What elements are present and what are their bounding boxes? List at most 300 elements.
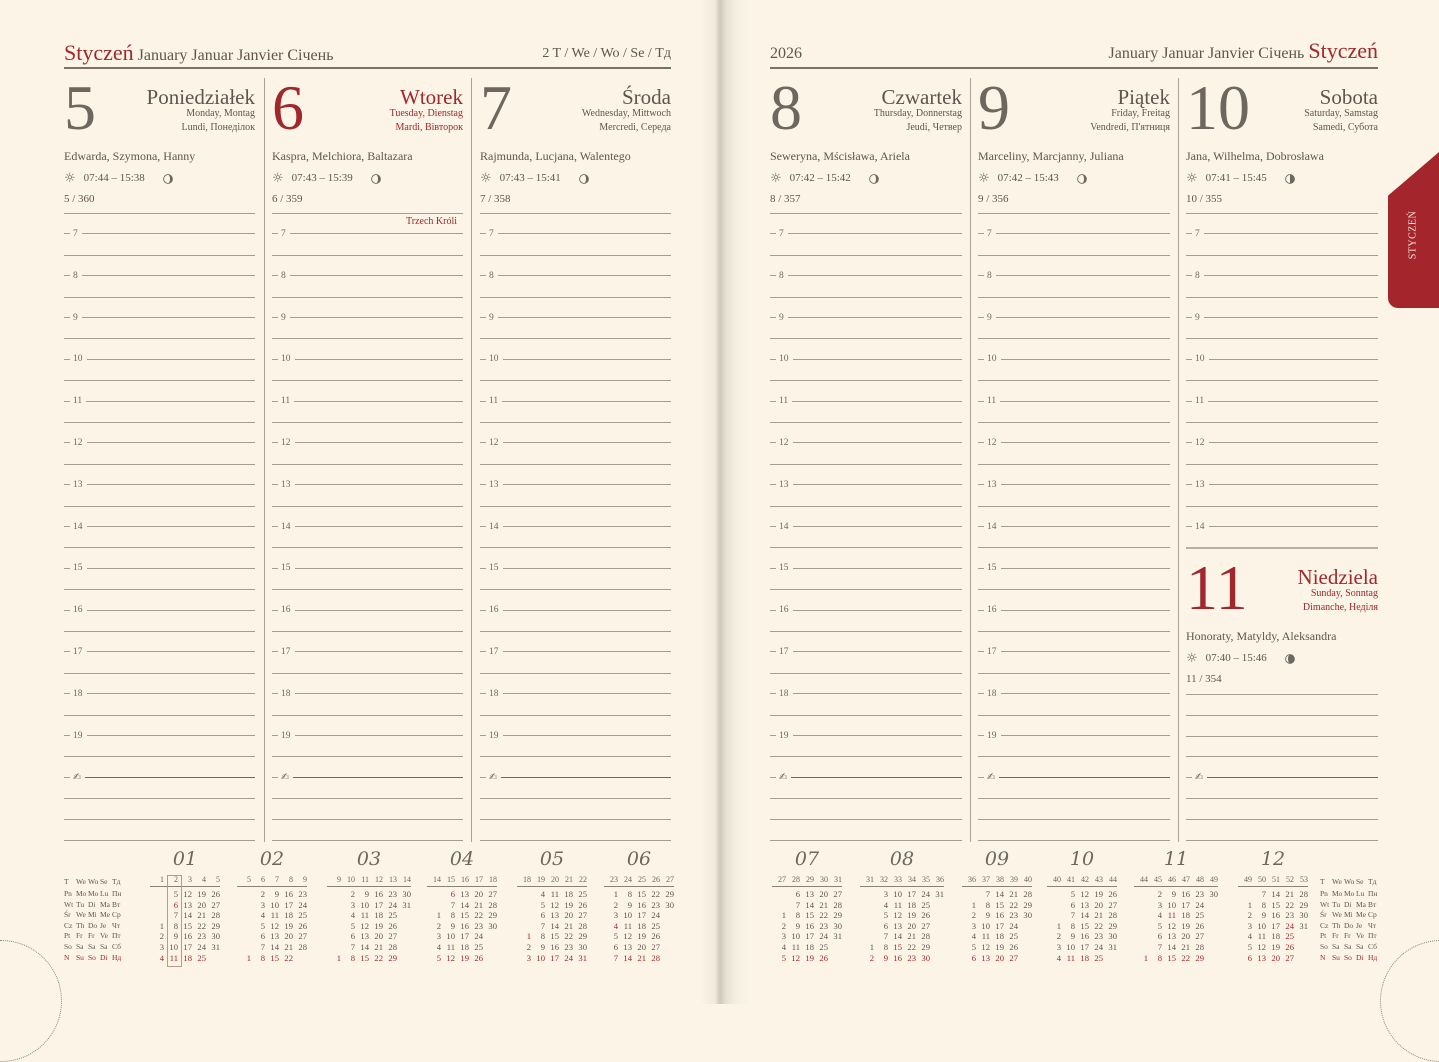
- calendar-day[interactable]: 12: [791, 952, 800, 963]
- calendar-day[interactable]: 16: [374, 889, 383, 899]
- calendar-day[interactable]: 7: [1070, 910, 1075, 921]
- calendar-day[interactable]: 15: [460, 910, 469, 921]
- calendar-day[interactable]: 23: [1094, 931, 1103, 942]
- calendar-day[interactable]: 13: [270, 931, 279, 942]
- calendar-day[interactable]: 16: [550, 941, 559, 952]
- calendar-day[interactable]: 16: [460, 920, 469, 931]
- day-column[interactable]: [1186, 72, 1378, 848]
- calendar-day[interactable]: 11: [623, 920, 632, 931]
- calendar-day[interactable]: 11: [446, 941, 455, 952]
- calendar-day[interactable]: 22: [1094, 920, 1103, 931]
- day-column[interactable]: [272, 72, 463, 848]
- calendar-day[interactable]: 1: [971, 899, 976, 910]
- calendar-day[interactable]: 4: [781, 941, 786, 952]
- calendar-day[interactable]: 7: [540, 920, 545, 931]
- calendar-day[interactable]: 10: [893, 889, 902, 899]
- calendar-day[interactable]: 27: [1009, 952, 1018, 963]
- calendar-day[interactable]: 24: [1009, 920, 1018, 931]
- calendar-day[interactable]: 8: [1070, 920, 1075, 931]
- calendar-day[interactable]: 26: [819, 952, 828, 963]
- calendar-day[interactable]: 23: [1195, 889, 1204, 899]
- calendar-day[interactable]: 2: [526, 941, 531, 952]
- calendar-day[interactable]: 4: [1157, 910, 1162, 921]
- calendar-day[interactable]: 11: [893, 899, 902, 910]
- calendar-day[interactable]: 29: [388, 952, 397, 963]
- calendar-day[interactable]: 20: [197, 899, 206, 910]
- calendar-day[interactable]: 25: [1285, 931, 1294, 942]
- calendar-day[interactable]: 1: [1143, 952, 1148, 963]
- calendar-day[interactable]: 6: [1070, 899, 1075, 910]
- calendar-day[interactable]: 31: [211, 941, 220, 952]
- calendar-day[interactable]: 7: [985, 889, 990, 899]
- calendar-day[interactable]: 4: [883, 899, 888, 910]
- calendar-day[interactable]: 1: [159, 920, 164, 931]
- calendar-day[interactable]: 12: [623, 931, 632, 942]
- calendar-day[interactable]: 29: [1299, 899, 1308, 910]
- calendar-day[interactable]: 27: [578, 910, 587, 921]
- calendar-day[interactable]: 30: [488, 920, 497, 931]
- calendar-day[interactable]: 24: [474, 931, 483, 942]
- calendar-day[interactable]: 1: [336, 952, 341, 963]
- calendar-day[interactable]: 23: [651, 899, 660, 910]
- calendar-day[interactable]: 31: [1299, 920, 1308, 931]
- calendar-day[interactable]: 8: [883, 941, 888, 952]
- calendar-day[interactable]: 27: [211, 899, 220, 910]
- calendar-day[interactable]: 26: [578, 899, 587, 910]
- calendar-day[interactable]: 5: [540, 899, 545, 910]
- calendar-day[interactable]: 4: [540, 889, 545, 899]
- calendar-day[interactable]: 3: [260, 899, 265, 910]
- day-column[interactable]: [978, 72, 1170, 848]
- calendar-day[interactable]: 28: [651, 952, 660, 963]
- calendar-day[interactable]: 14: [623, 952, 632, 963]
- calendar-day[interactable]: 13: [460, 889, 469, 899]
- calendar-day[interactable]: 2: [1157, 889, 1162, 899]
- calendar-day[interactable]: 13: [1080, 899, 1089, 910]
- calendar-day[interactable]: 11: [169, 952, 178, 963]
- calendar-day[interactable]: 20: [1181, 931, 1190, 942]
- calendar-day[interactable]: 18: [183, 952, 192, 963]
- calendar-day[interactable]: 11: [791, 941, 800, 952]
- calendar-day[interactable]: 21: [474, 899, 483, 910]
- calendar-day[interactable]: 7: [260, 941, 265, 952]
- calendar-day[interactable]: 13: [805, 889, 814, 899]
- calendar-day[interactable]: 9: [795, 920, 800, 931]
- calendar-day[interactable]: 26: [1195, 920, 1204, 931]
- calendar-day[interactable]: 3: [1247, 920, 1252, 931]
- calendar-day[interactable]: 3: [971, 920, 976, 931]
- calendar-day[interactable]: 22: [1181, 952, 1190, 963]
- calendar-day[interactable]: 7: [1157, 941, 1162, 952]
- calendar-day[interactable]: 26: [1108, 889, 1117, 899]
- calendar-day[interactable]: 12: [270, 920, 279, 931]
- calendar-day[interactable]: 9: [627, 899, 632, 910]
- calendar-day[interactable]: 24: [564, 952, 573, 963]
- calendar-day[interactable]: 26: [388, 920, 397, 931]
- calendar-day[interactable]: 31: [935, 889, 944, 899]
- calendar-day[interactable]: 11: [981, 931, 990, 942]
- calendar-day[interactable]: 26: [651, 931, 660, 942]
- calendar-day[interactable]: 4: [350, 910, 355, 921]
- calendar-day[interactable]: 2: [159, 931, 164, 942]
- calendar-day[interactable]: 29: [211, 920, 220, 931]
- calendar-day[interactable]: 27: [488, 889, 497, 899]
- mini-calendar-month[interactable]: [962, 850, 1032, 963]
- calendar-day[interactable]: 4: [1056, 952, 1061, 963]
- calendar-day[interactable]: 18: [907, 899, 916, 910]
- calendar-day[interactable]: 9: [1171, 889, 1176, 899]
- calendar-day[interactable]: 14: [1080, 910, 1089, 921]
- calendar-day[interactable]: 15: [360, 952, 369, 963]
- calendar-day[interactable]: 17: [284, 899, 293, 910]
- calendar-day[interactable]: 19: [1181, 920, 1190, 931]
- calendar-day[interactable]: 17: [805, 931, 814, 942]
- calendar-day[interactable]: 10: [1257, 920, 1266, 931]
- calendar-day[interactable]: 20: [1094, 899, 1103, 910]
- calendar-day[interactable]: 11: [1257, 931, 1266, 942]
- calendar-day[interactable]: 6: [795, 889, 800, 899]
- calendar-day[interactable]: 5: [1070, 889, 1075, 899]
- calendar-day[interactable]: 18: [374, 910, 383, 921]
- calendar-day[interactable]: 2: [869, 952, 874, 963]
- calendar-day[interactable]: 15: [270, 952, 279, 963]
- calendar-day[interactable]: 30: [1108, 931, 1117, 942]
- calendar-day[interactable]: 28: [388, 941, 397, 952]
- calendar-day[interactable]: 31: [578, 952, 587, 963]
- calendar-day[interactable]: 23: [1285, 910, 1294, 921]
- calendar-day[interactable]: 30: [578, 941, 587, 952]
- calendar-day[interactable]: 26: [1009, 941, 1018, 952]
- calendar-day[interactable]: 24: [1094, 941, 1103, 952]
- calendar-day[interactable]: 17: [1271, 920, 1280, 931]
- day-column[interactable]: [770, 72, 962, 848]
- calendar-day[interactable]: 2: [1056, 931, 1061, 942]
- calendar-day[interactable]: 25: [298, 910, 307, 921]
- calendar-day[interactable]: 5: [260, 920, 265, 931]
- calendar-day[interactable]: 14: [893, 931, 902, 942]
- calendar-day[interactable]: 30: [921, 952, 930, 963]
- calendar-day[interactable]: 9: [1261, 910, 1266, 921]
- calendar-day[interactable]: 1: [613, 889, 618, 899]
- calendar-day[interactable]: 15: [1080, 920, 1089, 931]
- calendar-day[interactable]: 3: [883, 889, 888, 899]
- calendar-day[interactable]: 6: [1157, 931, 1162, 942]
- calendar-day[interactable]: 6: [1247, 952, 1252, 963]
- calendar-day[interactable]: 7: [795, 899, 800, 910]
- calendar-day[interactable]: 1: [1056, 920, 1061, 931]
- calendar-day[interactable]: 21: [1009, 889, 1018, 899]
- calendar-day[interactable]: 6: [540, 910, 545, 921]
- calendar-day[interactable]: 13: [1257, 952, 1266, 963]
- calendar-day[interactable]: 5: [613, 931, 618, 942]
- calendar-day[interactable]: 1: [526, 931, 531, 942]
- calendar-day[interactable]: 17: [374, 899, 383, 910]
- calendar-day[interactable]: 24: [1285, 920, 1294, 931]
- mini-calendar-month[interactable]: [604, 850, 674, 963]
- calendar-day[interactable]: 10: [446, 931, 455, 942]
- calendar-day[interactable]: 26: [298, 920, 307, 931]
- calendar-day[interactable]: 3: [613, 910, 618, 921]
- calendar-day[interactable]: 8: [350, 952, 355, 963]
- calendar-day[interactable]: 12: [183, 889, 192, 899]
- calendar-day[interactable]: 30: [402, 889, 411, 899]
- calendar-day[interactable]: 12: [360, 920, 369, 931]
- calendar-day[interactable]: 19: [637, 931, 646, 942]
- calendar-day[interactable]: 27: [833, 889, 842, 899]
- calendar-day[interactable]: 17: [183, 941, 192, 952]
- calendar-day[interactable]: 23: [819, 920, 828, 931]
- calendar-day[interactable]: 17: [460, 931, 469, 942]
- calendar-day[interactable]: 13: [1167, 931, 1176, 942]
- calendar-day[interactable]: 22: [284, 952, 293, 963]
- calendar-day[interactable]: 21: [197, 910, 206, 921]
- calendar-day[interactable]: 1: [1247, 899, 1252, 910]
- calendar-day[interactable]: 11: [550, 889, 559, 899]
- calendar-day[interactable]: 22: [1285, 899, 1294, 910]
- calendar-day[interactable]: 18: [284, 910, 293, 921]
- calendar-day[interactable]: 7: [173, 910, 178, 921]
- calendar-day[interactable]: 28: [578, 920, 587, 931]
- calendar-day[interactable]: 2: [1247, 910, 1252, 921]
- calendar-day[interactable]: 20: [995, 952, 1004, 963]
- calendar-day[interactable]: 12: [446, 952, 455, 963]
- calendar-day[interactable]: 13: [981, 952, 990, 963]
- calendar-day[interactable]: 13: [893, 920, 902, 931]
- calendar-day[interactable]: 20: [374, 931, 383, 942]
- calendar-day[interactable]: 20: [564, 910, 573, 921]
- calendar-day[interactable]: 12: [550, 899, 559, 910]
- calendar-day[interactable]: 6: [613, 941, 618, 952]
- calendar-day[interactable]: 15: [995, 899, 1004, 910]
- calendar-day[interactable]: 26: [211, 889, 220, 899]
- calendar-day[interactable]: 5: [350, 920, 355, 931]
- calendar-day[interactable]: 8: [450, 910, 455, 921]
- calendar-day[interactable]: 19: [995, 941, 1004, 952]
- calendar-day[interactable]: 12: [981, 941, 990, 952]
- calendar-day[interactable]: 22: [564, 931, 573, 942]
- calendar-day[interactable]: 28: [1023, 889, 1032, 899]
- calendar-day[interactable]: 20: [284, 931, 293, 942]
- calendar-day[interactable]: 4: [159, 952, 164, 963]
- calendar-day[interactable]: 10: [791, 931, 800, 942]
- calendar-day[interactable]: 24: [651, 910, 660, 921]
- calendar-day[interactable]: 14: [270, 941, 279, 952]
- calendar-day[interactable]: 22: [907, 941, 916, 952]
- calendar-day[interactable]: 8: [173, 920, 178, 931]
- calendar-day[interactable]: 19: [374, 920, 383, 931]
- calendar-day[interactable]: 28: [1108, 910, 1117, 921]
- calendar-day[interactable]: 5: [1157, 920, 1162, 931]
- calendar-day[interactable]: 21: [1094, 910, 1103, 921]
- calendar-day[interactable]: 23: [1009, 910, 1018, 921]
- calendar-day[interactable]: 11: [270, 910, 279, 921]
- calendar-day[interactable]: 25: [819, 941, 828, 952]
- calendar-day[interactable]: 25: [651, 920, 660, 931]
- mini-calendar-month[interactable]: [860, 850, 944, 963]
- calendar-day[interactable]: 2: [971, 910, 976, 921]
- calendar-day[interactable]: 15: [1167, 952, 1176, 963]
- calendar-day[interactable]: 9: [274, 889, 279, 899]
- calendar-day[interactable]: 7: [1261, 889, 1266, 899]
- calendar-day[interactable]: 13: [550, 910, 559, 921]
- calendar-day[interactable]: 14: [1271, 889, 1280, 899]
- calendar-day[interactable]: 29: [1023, 899, 1032, 910]
- calendar-day[interactable]: 21: [564, 920, 573, 931]
- calendar-day[interactable]: 21: [637, 952, 646, 963]
- calendar-day[interactable]: 8: [627, 889, 632, 899]
- calendar-day[interactable]: 26: [1285, 941, 1294, 952]
- calendar-day[interactable]: 10: [1066, 941, 1075, 952]
- calendar-day[interactable]: 31: [833, 931, 842, 942]
- calendar-day[interactable]: 6: [450, 889, 455, 899]
- calendar-day[interactable]: 23: [388, 889, 397, 899]
- calendar-day[interactable]: 18: [1181, 910, 1190, 921]
- calendar-day[interactable]: 24: [298, 899, 307, 910]
- calendar-day[interactable]: 10: [981, 920, 990, 931]
- calendar-day[interactable]: 23: [298, 889, 307, 899]
- calendar-day[interactable]: 21: [1285, 889, 1294, 899]
- calendar-day[interactable]: 10: [536, 952, 545, 963]
- calendar-day[interactable]: 27: [298, 931, 307, 942]
- calendar-day[interactable]: 8: [985, 899, 990, 910]
- mini-calendar-month[interactable]: [327, 850, 411, 963]
- mini-calendar-month[interactable]: [1047, 850, 1117, 963]
- calendar-day[interactable]: 5: [971, 941, 976, 952]
- calendar-day[interactable]: 10: [1167, 899, 1176, 910]
- calendar-day[interactable]: 26: [474, 952, 483, 963]
- calendar-day[interactable]: 28: [211, 910, 220, 921]
- calendar-day[interactable]: 1: [246, 952, 251, 963]
- calendar-day[interactable]: 3: [436, 931, 441, 942]
- day-column[interactable]: [64, 72, 255, 848]
- mini-calendar-month[interactable]: [150, 850, 220, 963]
- calendar-day[interactable]: 17: [1080, 941, 1089, 952]
- calendar-day[interactable]: 3: [1056, 941, 1061, 952]
- calendar-day[interactable]: 1: [781, 910, 786, 921]
- calendar-day[interactable]: 3: [781, 931, 786, 942]
- calendar-day[interactable]: 6: [350, 931, 355, 942]
- calendar-day[interactable]: 14: [550, 920, 559, 931]
- mini-calendar-month[interactable]: [772, 850, 842, 963]
- calendar-day[interactable]: 1: [869, 941, 874, 952]
- calendar-day[interactable]: 21: [1181, 941, 1190, 952]
- calendar-day[interactable]: 21: [907, 931, 916, 942]
- calendar-day[interactable]: 16: [183, 931, 192, 942]
- calendar-day[interactable]: 6: [883, 920, 888, 931]
- calendar-day[interactable]: 31: [402, 899, 411, 910]
- calendar-day[interactable]: 8: [540, 931, 545, 942]
- calendar-day[interactable]: 29: [665, 889, 674, 899]
- calendar-day[interactable]: 27: [388, 931, 397, 942]
- calendar-day[interactable]: 28: [833, 899, 842, 910]
- calendar-day[interactable]: 11: [360, 910, 369, 921]
- calendar-day[interactable]: 27: [921, 920, 930, 931]
- calendar-day[interactable]: 15: [637, 889, 646, 899]
- calendar-day[interactable]: 7: [350, 941, 355, 952]
- calendar-day[interactable]: 2: [613, 899, 618, 910]
- calendar-day[interactable]: 30: [1209, 889, 1218, 899]
- calendar-day[interactable]: 21: [374, 941, 383, 952]
- calendar-day[interactable]: 22: [819, 910, 828, 921]
- calendar-day[interactable]: 3: [350, 899, 355, 910]
- mini-calendar-month[interactable]: [517, 850, 587, 963]
- calendar-day[interactable]: 10: [623, 910, 632, 921]
- calendar-day[interactable]: 17: [1181, 899, 1190, 910]
- calendar-day[interactable]: 16: [893, 952, 902, 963]
- calendar-day[interactable]: 22: [197, 920, 206, 931]
- calendar-day[interactable]: 9: [173, 931, 178, 942]
- calendar-day[interactable]: 29: [833, 910, 842, 921]
- calendar-day[interactable]: 2: [350, 889, 355, 899]
- calendar-day[interactable]: 25: [1094, 952, 1103, 963]
- calendar-day[interactable]: 9: [364, 889, 369, 899]
- calendar-day[interactable]: 22: [474, 910, 483, 921]
- calendar-day[interactable]: 9: [1070, 931, 1075, 942]
- calendar-day[interactable]: 13: [183, 899, 192, 910]
- calendar-day[interactable]: 23: [474, 920, 483, 931]
- calendar-day[interactable]: 25: [921, 899, 930, 910]
- calendar-day[interactable]: 28: [1195, 941, 1204, 952]
- calendar-day[interactable]: 22: [1009, 899, 1018, 910]
- day-column[interactable]: [480, 72, 671, 848]
- calendar-day[interactable]: 19: [564, 899, 573, 910]
- calendar-day[interactable]: 30: [665, 899, 674, 910]
- calendar-day[interactable]: 13: [623, 941, 632, 952]
- mini-calendar-month[interactable]: [427, 850, 497, 963]
- calendar-day[interactable]: 29: [921, 941, 930, 952]
- calendar-day[interactable]: 29: [1108, 920, 1117, 931]
- calendar-day[interactable]: 25: [474, 941, 483, 952]
- calendar-day[interactable]: 9: [883, 952, 888, 963]
- mini-calendar-month[interactable]: [1238, 850, 1308, 963]
- calendar-day[interactable]: 4: [1247, 931, 1252, 942]
- calendar-day[interactable]: 2: [781, 920, 786, 931]
- calendar-day[interactable]: 4: [613, 920, 618, 931]
- calendar-day[interactable]: 29: [1195, 952, 1204, 963]
- calendar-day[interactable]: 16: [995, 910, 1004, 921]
- calendar-day[interactable]: 7: [613, 952, 618, 963]
- calendar-day[interactable]: 12: [1167, 920, 1176, 931]
- mini-calendar-month[interactable]: [237, 850, 307, 963]
- calendar-day[interactable]: 17: [550, 952, 559, 963]
- calendar-day[interactable]: 16: [284, 889, 293, 899]
- calendar-day[interactable]: 5: [173, 889, 178, 899]
- calendar-day[interactable]: 20: [474, 889, 483, 899]
- calendar-day[interactable]: 1: [436, 910, 441, 921]
- calendar-day[interactable]: 18: [995, 931, 1004, 942]
- calendar-day[interactable]: 8: [795, 910, 800, 921]
- calendar-day[interactable]: 23: [907, 952, 916, 963]
- calendar-day[interactable]: 20: [819, 889, 828, 899]
- calendar-day[interactable]: 11: [1167, 910, 1176, 921]
- calendar-day[interactable]: 5: [1247, 941, 1252, 952]
- calendar-day[interactable]: 14: [1167, 941, 1176, 952]
- calendar-day[interactable]: 29: [488, 910, 497, 921]
- calendar-day[interactable]: 30: [211, 931, 220, 942]
- calendar-day[interactable]: 19: [284, 920, 293, 931]
- calendar-day[interactable]: 15: [550, 931, 559, 942]
- calendar-day[interactable]: 18: [1080, 952, 1089, 963]
- calendar-day[interactable]: 24: [819, 931, 828, 942]
- calendar-day[interactable]: 16: [805, 920, 814, 931]
- calendar-day[interactable]: 31: [1108, 941, 1117, 952]
- calendar-day[interactable]: 16: [1181, 889, 1190, 899]
- calendar-day[interactable]: 9: [540, 941, 545, 952]
- calendar-day[interactable]: 12: [1080, 889, 1089, 899]
- calendar-day[interactable]: 25: [578, 889, 587, 899]
- calendar-day[interactable]: 3: [159, 941, 164, 952]
- calendar-day[interactable]: 30: [1299, 910, 1308, 921]
